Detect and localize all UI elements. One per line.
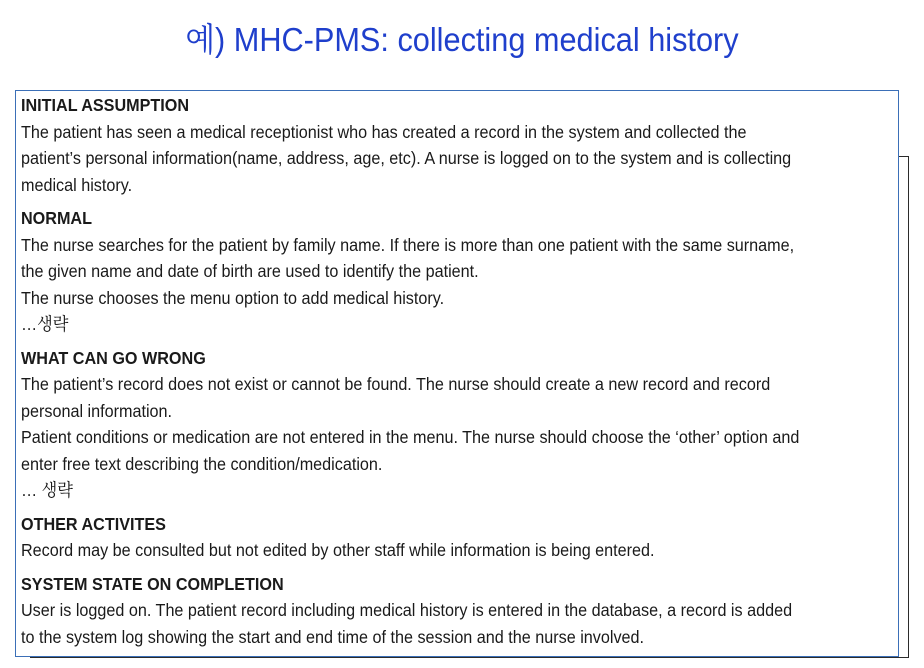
text-line: The patient’s record does not exist or cannot be found. The nurse should create a new record and record [21,374,771,394]
section-heading: NORMAL [21,208,92,228]
scenario-box [15,90,899,657]
text-line: personal information. [21,400,173,421]
section-normal [21,205,898,338]
section-other-activities [21,511,898,564]
text-line: The nurse searches for the patient by family name. If there is more than one patient with the same surname, [21,234,795,255]
text-line: … 생략 [21,480,73,500]
text-line: to the system log showing the start and end time of the session and the nurse involved. [21,626,645,647]
text-line: …생략 [21,314,69,334]
text-line: patient’s personal information(name, address, age, etc). A nurse is logged on to the system and is collecting [21,148,792,168]
text-line: Patient conditions or medication are not entered in the menu. The nurse should choose the ‘other’ option and [21,427,800,447]
section-heading: SYSTEM STATE ON COMPLETION [21,573,284,594]
text-line: Record may be consulted but not edited by other staff while information is being entered. [21,540,655,560]
text-line: User is logged on. The patient record including medical history is entered in the database, a record is added [21,600,793,620]
text-line: the given name and date of birth are used to identify the patient. [21,261,479,281]
text-line: The patient has seen a medical receptionist who has created a record in the system and collected the [21,121,747,142]
text-line: medical history. [21,174,133,195]
section-initial-assumption [21,92,898,198]
section-heading: WHAT CAN GO WRONG [21,347,206,368]
section-what-can-go-wrong [21,345,898,504]
text-line: enter free text describing the condition/medication. [21,453,383,474]
section-system-state [21,571,898,651]
slide-title: 예) MHC-PMS: collecting medical history [185,21,739,58]
section-heading: INITIAL ASSUMPTION [21,95,190,115]
section-heading: OTHER ACTIVITES [21,513,166,534]
text-line: The nurse chooses the menu option to add medical history. [21,287,445,308]
